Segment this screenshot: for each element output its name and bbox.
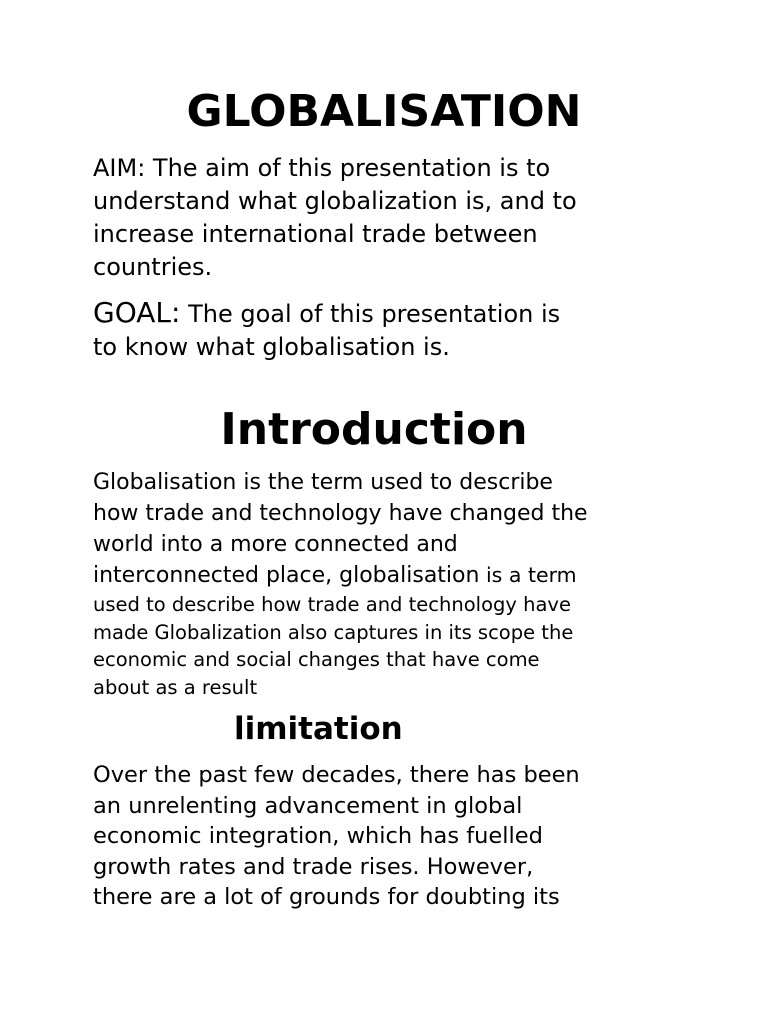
introduction-paragraph <box>93 467 588 701</box>
intro-small-line: about as a result <box>93 675 258 699</box>
intro-small-line: economic and social changes that have come <box>93 648 540 671</box>
limitation-paragraph <box>93 760 580 913</box>
goal-text: The goal of this presentation is <box>180 300 561 328</box>
aim-line: increase international trade between <box>93 220 538 248</box>
aim-line: countries. <box>93 253 213 281</box>
limitation-line: an unrelenting advancement in global <box>93 792 523 819</box>
introduction-heading: Introduction <box>220 404 528 455</box>
goal-line: to know what globalisation is. <box>93 333 450 361</box>
aim-line: AIM: The aim of this presentation is to <box>93 154 551 182</box>
intro-line-end: is a term <box>479 563 577 587</box>
intro-line: Globalisation is the term used to describe <box>93 470 553 495</box>
intro-line: how trade and technology have changed the <box>93 501 588 526</box>
page-title: GLOBALISATION <box>186 86 582 137</box>
limitation-line: growth rates and trade rises. However, <box>93 853 534 880</box>
intro-small-line: made Globalization also captures in its scope the <box>93 620 574 644</box>
limitation-line: economic integration, which has fuelled <box>93 823 543 849</box>
goal-line <box>93 296 560 331</box>
intro-line <box>93 560 588 591</box>
intro-line: world into a more connected and <box>93 532 458 557</box>
goal-paragraph <box>93 296 560 364</box>
aim-line: understand what globalization is, and to <box>93 187 577 215</box>
limitation-line: Over the past few decades, there has been <box>93 762 580 788</box>
limitation-heading: limitation <box>234 711 403 747</box>
goal-label: GOAL: <box>93 296 181 329</box>
intro-small-line: used to describe how trade and technology have <box>93 593 571 616</box>
aim-paragraph <box>93 152 577 284</box>
limitation-line: there are a lot of grounds for doubting its <box>93 884 560 910</box>
intro-line-start: interconnected place, globalisation <box>93 563 480 588</box>
